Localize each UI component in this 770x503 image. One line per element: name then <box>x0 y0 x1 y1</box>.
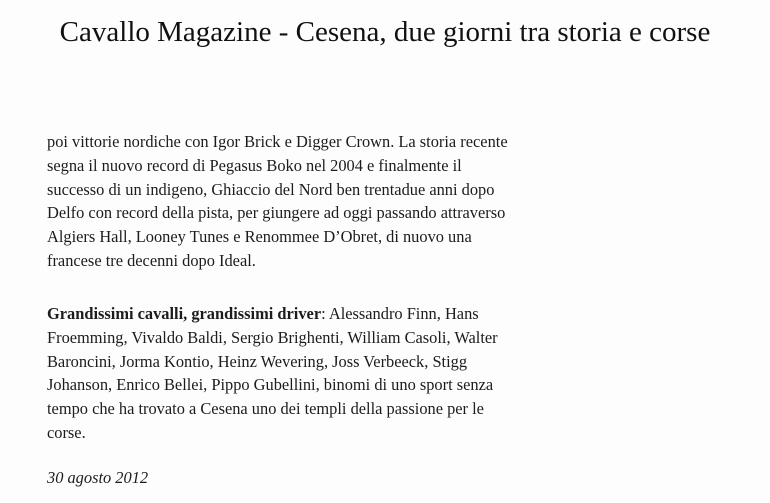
article-date: 30 agosto 2012 <box>47 468 149 487</box>
text-line: segna il nuovo record di Pegasus Boko nel 2004 e finalmente il <box>47 155 462 175</box>
article-paragraph-2 <box>47 302 577 445</box>
text-line: successo di un indigeno, Ghiaccio del Nord ben trentadue anni dopo <box>47 179 495 199</box>
text-line: corse. <box>47 422 86 442</box>
paragraph-lead-bold: Grandissimi cavalli, grandissimi driver <box>47 304 322 323</box>
article-paragraph-1 <box>47 130 577 273</box>
text-line <box>47 302 577 326</box>
text-line: Baroncini, Jorma Kontio, Heinz Wevering, Joss Verbeeck, Stigg <box>47 351 468 371</box>
page-title: Cavallo Magazine - Cesena, due giorni tra storia e corse <box>59 16 711 48</box>
text-line: tempo che ha trovato a Cesena uno dei templi della passione per le <box>47 399 484 419</box>
text-line: francese tre decenni dopo Ideal. <box>47 250 256 270</box>
text-line: Johanson, Enrico Bellei, Pippo Gubellini, binomi di uno sport senza <box>47 375 494 395</box>
text-line: Delfo con record della pista, per giungere ad oggi passando attraverso <box>47 203 506 223</box>
text-line: poi vittorie nordiche con Igor Brick e Digger Crown. La storia recente <box>47 132 508 151</box>
paragraph-lead-rest: : Alessandro Finn, Hans <box>321 304 479 323</box>
text-line: Froemming, Vivaldo Baldi, Sergio Brighenti, William Casoli, Walter <box>47 327 498 347</box>
text-line: Algiers Hall, Looney Tunes e Renommee D’Obret, di nuovo una <box>47 227 472 247</box>
